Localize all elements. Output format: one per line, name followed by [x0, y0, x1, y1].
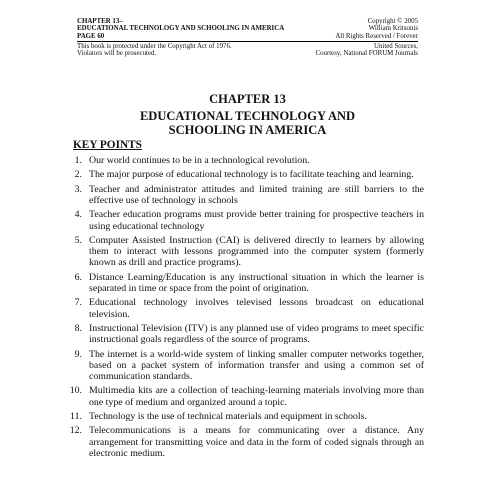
- list-item: [69, 411, 424, 422]
- list-item: [69, 184, 424, 206]
- item-text: Teacher education programs must provide better training for prospective teachers in using educational technology: [89, 209, 424, 232]
- list-item: [69, 209, 424, 231]
- item-text: Distance Learning/Education is any instructional situation in which the learner is separated in time or space from the point of origination.: [89, 271, 424, 294]
- list-item: [69, 235, 424, 269]
- header-author: William Kritsonis: [368, 25, 418, 33]
- running-header: [77, 18, 418, 57]
- header-rights: All Rights Reserved / Forever: [335, 32, 418, 40]
- item-number: 3.: [74, 183, 82, 195]
- item-number: 11.: [70, 410, 82, 422]
- notice-row: [77, 43, 418, 50]
- key-points-list: [69, 155, 424, 462]
- item-number: 12.: [69, 425, 82, 437]
- header-chapter-title: EDUCATIONAL TECHNOLOGY AND SCHOOLING IN AMERICA: [77, 25, 285, 33]
- item-number: 7.: [74, 297, 82, 309]
- header-page-number: PAGE 60: [77, 32, 105, 40]
- header-row: [77, 25, 418, 32]
- list-item: [69, 349, 424, 383]
- chapter-title-line: SCHOOLING IN AMERICA: [168, 122, 327, 137]
- item-text: Multimedia kits are a collection of teaching-learning materials involving more than one type of medium and organized around a topic.: [89, 385, 424, 408]
- notice-row: [77, 50, 418, 57]
- courtesy-note: Courtesy, National FORUM Journals: [315, 50, 418, 58]
- header-row: [77, 18, 418, 25]
- chapter-heading: CHAPTER 13: [209, 92, 286, 106]
- list-item: [69, 155, 424, 166]
- item-text: Teacher and administrator attitudes and limited training are still barriers to the effective use of technology in schools: [89, 183, 424, 206]
- list-item: [69, 272, 424, 294]
- list-item: [69, 169, 424, 180]
- header-chapter-label: CHAPTER 13–: [77, 18, 123, 25]
- item-number: 8.: [74, 322, 82, 334]
- violation-notice: Violators will be prosecuted.: [77, 50, 157, 58]
- header-divider: [77, 41, 418, 42]
- item-text: Telecommunications is a means for communicating over a distance. Any arrangement for transmitting voice and data in the form of coded signals through an electronic medium.: [89, 425, 424, 459]
- item-text: Instructional Television (ITV) is any planned use of video programs to meet specific instructional goals regardless of the source of programs.: [89, 322, 424, 346]
- header-copyright: Copyright © 2005: [367, 18, 418, 25]
- list-item: [69, 323, 424, 345]
- item-number: 6.: [74, 271, 82, 283]
- source-note: United Sources,: [373, 42, 418, 50]
- item-number: 2.: [74, 169, 82, 181]
- item-number: 5.: [74, 234, 82, 246]
- list-item: [69, 297, 424, 319]
- header-row: [77, 33, 418, 40]
- section-heading: KEY POINTS: [73, 139, 142, 151]
- chapter-title: [0, 110, 495, 137]
- item-text: The major purpose of educational technology is to facilitate teaching and learning.: [89, 169, 414, 181]
- copyright-notice: This book is protected under the Copyright Act of 1976.: [77, 42, 232, 50]
- item-number: 9.: [74, 348, 82, 360]
- list-item: [69, 425, 424, 459]
- item-number: 10.: [69, 385, 82, 397]
- item-text: Our world continues to be in a technological revolution.: [89, 155, 310, 166]
- item-text: The internet is a world-wide system of linking smaller computer networks together, based on a packet system of information transfer and using a common set of communication standards.: [89, 348, 424, 382]
- list-item: [69, 385, 424, 407]
- item-number: 4.: [74, 209, 82, 221]
- item-number: 1.: [74, 155, 82, 166]
- item-text: Technology is the use of technical materials and equipment in schools.: [89, 410, 367, 422]
- item-text: Computer Assisted Instruction (CAI) is delivered directly to learners by allowing them to interact with lessons programmed into the computer system (formerly known as drill and practice programs).: [89, 234, 424, 269]
- item-text: Educational technology involves televised lessons broadcast on educational television.: [89, 297, 424, 320]
- chapter-title-line: EDUCATIONAL TECHNOLOGY AND: [139, 109, 356, 123]
